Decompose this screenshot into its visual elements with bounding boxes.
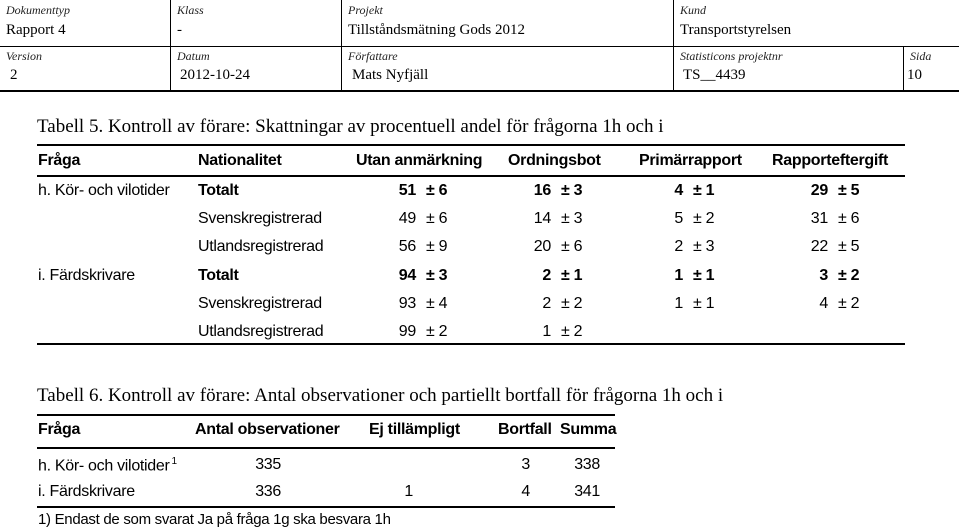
- t5-question-label: h. Kör- och vilotider: [38, 182, 170, 199]
- header-bottom-rule: [0, 90, 959, 92]
- t6-question-label: [38, 456, 177, 475]
- t5-margin-of-error: ± 2: [838, 295, 860, 312]
- t5-percentage-cell: 93: [398, 295, 416, 312]
- class-label: Klass: [177, 3, 204, 17]
- page-number: 10: [907, 67, 922, 83]
- t5-percentage-cell: 22: [810, 238, 828, 255]
- t5-percentage-cell: 20: [533, 238, 551, 255]
- t6-footnote-marker: 1: [171, 456, 177, 467]
- table-5-top-rule: [37, 144, 905, 146]
- author-label: Författare: [348, 49, 398, 63]
- t5-nationality-label: Totalt: [198, 267, 239, 284]
- t5-margin-of-error: ± 4: [426, 295, 448, 312]
- table-6-top-rule: [37, 414, 615, 416]
- t5-margin-of-error: ± 6: [838, 210, 860, 227]
- t5-margin-of-error: ± 1: [693, 182, 715, 199]
- table-5-caption: Tabell 5. Kontroll av förare: Skattningar av procentuell andel för frågorna 1h och i: [37, 116, 664, 137]
- t5-question-label: i. Färdskrivare: [38, 267, 135, 284]
- project-value: Tillståndsmätning Gods 2012: [348, 22, 525, 38]
- t5-header-fine: Ordningsbot: [508, 152, 601, 169]
- t5-nationality-label: Totalt: [198, 182, 239, 199]
- header-divider: [0, 46, 959, 47]
- doctype-value: Rapport 4: [6, 22, 66, 38]
- t6-header-dropout: Bortfall: [498, 421, 552, 438]
- t5-percentage-cell: 5: [674, 210, 683, 227]
- t5-header-no-remark: Utan anmärkning: [356, 152, 483, 169]
- t5-percentage-cell: 16: [533, 182, 551, 199]
- t5-percentage-cell: 49: [398, 210, 416, 227]
- table-6-caption: Tabell 6. Kontroll av förare: Antal observationer och partiellt bortfall för frågorna 1h och i: [37, 385, 724, 406]
- t5-margin-of-error: ± 6: [561, 238, 583, 255]
- t5-margin-of-error: ± 3: [561, 182, 583, 199]
- t6-sum-cell: 338: [574, 456, 600, 473]
- project-label: Projekt: [348, 3, 383, 17]
- t5-margin-of-error: ± 3: [561, 210, 583, 227]
- t5-percentage-cell: 2: [674, 238, 683, 255]
- t5-percentage-cell: 4: [819, 295, 828, 312]
- table-6-bottom-rule: [37, 506, 615, 508]
- t5-percentage-cell: 29: [810, 182, 828, 199]
- t5-percentage-cell: 1: [674, 267, 683, 284]
- table-5-bottom-rule: [37, 343, 905, 345]
- version-value: 2: [10, 67, 18, 83]
- t5-percentage-cell: 1: [542, 323, 551, 340]
- t5-margin-of-error: ± 2: [561, 323, 583, 340]
- t5-margin-of-error: ± 3: [693, 238, 715, 255]
- t5-margin-of-error: ± 2: [561, 295, 583, 312]
- t6-question-text: i. Färdskrivare: [38, 483, 135, 500]
- table-6-header-rule: [37, 447, 615, 449]
- t5-nationality-label: Utlandsregistrerad: [198, 238, 324, 255]
- customer-label: Kund: [680, 3, 707, 17]
- t5-header-nationality: Nationalitet: [198, 152, 282, 169]
- t5-margin-of-error: ± 6: [426, 182, 448, 199]
- t5-margin-of-error: ± 1: [693, 295, 715, 312]
- customer-value: Transportstyrelsen: [680, 22, 792, 38]
- t6-sum-cell: 341: [574, 483, 600, 500]
- t5-nationality-label: Utlandsregistrerad: [198, 323, 324, 340]
- t5-percentage-cell: 94: [398, 267, 416, 284]
- t5-margin-of-error: ± 2: [838, 267, 860, 284]
- t5-percentage-cell: 2: [542, 267, 551, 284]
- t5-header-primary-report: Primärrapport: [639, 152, 742, 169]
- header-divider: [170, 0, 171, 90]
- t6-header-sum: Summa: [560, 421, 617, 438]
- date-value: 2012-10-24: [180, 67, 250, 83]
- date-label: Datum: [177, 49, 210, 63]
- class-value: -: [177, 22, 182, 38]
- t5-percentage-cell: 4: [674, 182, 683, 199]
- t5-header-waived: Rapporteftergift: [772, 152, 889, 169]
- page-label: Sida: [910, 49, 932, 63]
- t5-header-question: Fråga: [38, 152, 81, 169]
- t5-margin-of-error: ± 2: [426, 323, 448, 340]
- t5-margin-of-error: ± 5: [838, 182, 860, 199]
- t6-question-label: [38, 483, 135, 501]
- t5-nationality-label: Svenskregistrerad: [198, 295, 322, 312]
- t5-margin-of-error: ± 2: [693, 210, 715, 227]
- t6-header-question: Fråga: [38, 421, 81, 438]
- t5-margin-of-error: ± 9: [426, 238, 448, 255]
- t6-header-not-applicable: Ej tillämpligt: [369, 421, 460, 438]
- t5-percentage-cell: 3: [819, 267, 828, 284]
- project-number-value: TS__4439: [683, 67, 746, 83]
- header-divider: [341, 0, 342, 90]
- t5-percentage-cell: 14: [533, 210, 551, 227]
- t5-margin-of-error: ± 1: [693, 267, 715, 284]
- header-divider: [903, 47, 904, 90]
- t6-dropout-cell: 4: [521, 483, 530, 500]
- t6-not-applicable-cell: 1: [404, 483, 413, 500]
- t5-percentage-cell: 99: [398, 323, 416, 340]
- t6-observations-cell: 335: [255, 456, 281, 473]
- t5-margin-of-error: ± 5: [838, 238, 860, 255]
- project-number-label: Statisticons projektnr: [680, 49, 783, 63]
- t5-margin-of-error: ± 3: [426, 267, 448, 284]
- author-value: Mats Nyfjäll: [352, 67, 429, 83]
- table-5-header-rule: [37, 175, 905, 177]
- t6-question-text: h. Kör- och vilotider: [38, 457, 170, 475]
- version-label: Version: [6, 49, 42, 63]
- t5-percentage-cell: 31: [810, 210, 828, 227]
- t6-observations-cell: 336: [255, 483, 281, 500]
- header-divider: [673, 0, 674, 90]
- t5-percentage-cell: 2: [542, 295, 551, 312]
- t5-percentage-cell: 51: [398, 182, 416, 199]
- t6-dropout-cell: 3: [521, 456, 530, 473]
- t5-margin-of-error: ± 1: [561, 267, 583, 284]
- doctype-label: Dokumenttyp: [6, 3, 70, 17]
- t5-percentage-cell: 1: [674, 295, 683, 312]
- t5-nationality-label: Svenskregistrerad: [198, 210, 322, 227]
- t5-percentage-cell: 56: [398, 238, 416, 255]
- t6-header-observations: Antal observationer: [195, 421, 340, 438]
- t5-margin-of-error: ± 6: [426, 210, 448, 227]
- table-6-footnote: 1) Endast de som svarat Ja på fråga 1g ska besvara 1h: [38, 511, 391, 528]
